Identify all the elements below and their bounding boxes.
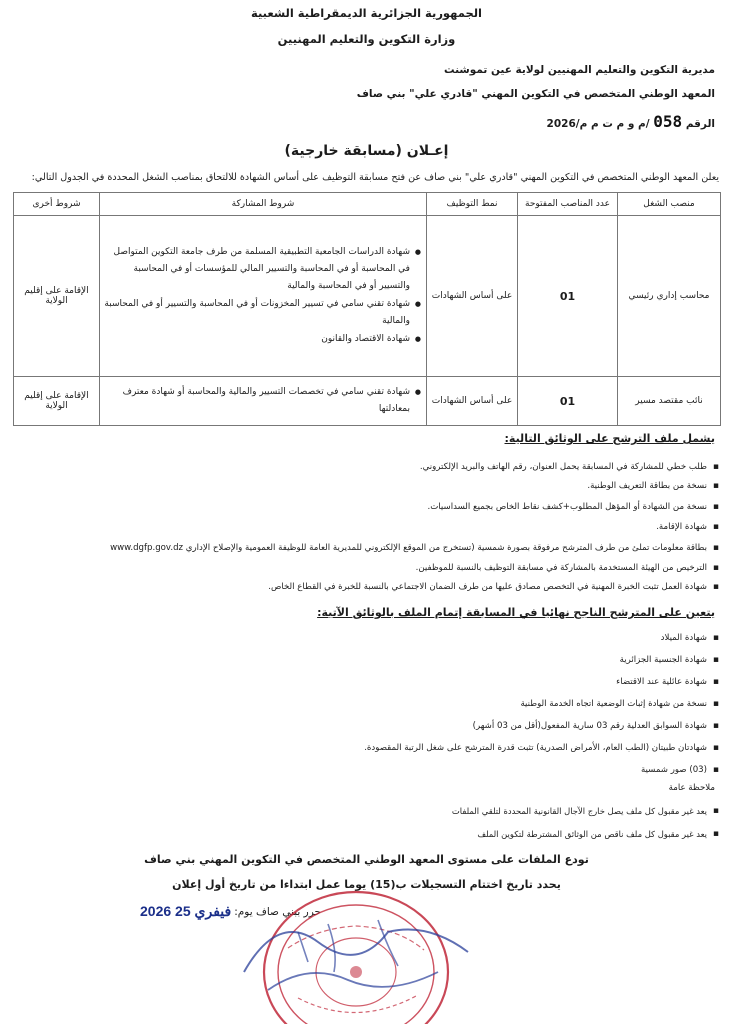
institute-line: المعهد الوطني المتخصص في التكوين المهني "قادري علي" بني صاف	[356, 88, 715, 100]
directorate-line: مديرية التكوين والتعليم المهنيين لولاية عين تموشنت	[444, 64, 715, 76]
reference-line	[547, 112, 715, 131]
table-row	[14, 216, 721, 377]
table-header-row	[14, 193, 721, 216]
documents-list	[9, 458, 719, 597]
reference-suffix: /م و م ت م م/2026	[546, 118, 650, 130]
reference-prefix: الرقم	[685, 118, 715, 130]
header-post: منصب الشغل	[618, 193, 721, 216]
signature-icon	[238, 902, 474, 1002]
list-item: ▪ شهادة الجنسية الجزائرية	[9, 649, 719, 671]
count-cell: 01	[518, 377, 618, 426]
list-item: ▪ يعد غير مقبول كل ملف ناقص من الوثائق المشترطة لتكوين الملف	[9, 823, 719, 846]
mode-cell: على أساس الشهادات	[427, 377, 518, 426]
list-item: ▪ شهادة الإقامة.	[9, 518, 719, 537]
list-item: ▪ بطاقة معلومات تملئ من طرف المترشح مرفوقة بصورة شمسية (تستخرج من الموقع الإلكتروني للمديرية العامة للوظيفة العمومية والإصلاح الإداري www.dgfp.gov.dz	[9, 537, 719, 559]
deadline-line: يحدد تاريخ اختتام التسجيلات ب(15) يوما عمل ابتداءا من تاريخ أول إعلان	[172, 878, 561, 891]
conditions-cell	[100, 216, 427, 377]
list-item: ▪ شهادة العمل تثبت الخبرة المهنية في التخصص مصادق عليها من طرف الضمان الاجتماعي بالنسبة للخبرة في القطاع الخاص.	[9, 578, 719, 597]
list-item: ▪ نسخة من شهادة إثبات الوضعية اتجاه الخدمة الوطنية	[9, 693, 719, 715]
announcement-intro: يعلن المعهد الوطني المتخصص في التكوين المهني "قادري علي" بني صاف عن فتح مسابقة التوظيف على أساس الشهادة للالتحاق بمناصب الشغل المحددة في الجدول التالي:	[31, 172, 719, 183]
announcement-title: إعـلان (مسابقة خارجية)	[284, 143, 449, 159]
count-cell: 01	[518, 216, 618, 377]
ministry-header: وزارة التكوين والتعليم المهنيين	[277, 32, 456, 46]
post-cell: نائب مقتصد مسير	[618, 377, 721, 426]
other-cell: الإقامة على إقليم الولاية	[14, 216, 100, 377]
condition-item: ● شهادة تقني سامي في تسيير المخزونات أو في المحاسبة والتسيير أو في المحاسبة والمالية	[104, 296, 410, 330]
conditions-cell	[100, 377, 427, 426]
deposit-line: تودع الملفات على مستوى المعهد الوطني المتخصص في التكوين المهني بني صاف	[144, 853, 589, 866]
header-other: شروط أخرى	[14, 193, 100, 216]
list-item: ▪ شهادتان طبيتان (الطب العام، الأمراض الصدرية) تثبت قدرة المترشح على شغل الرتبة المقصودة.	[9, 737, 719, 759]
final-documents-title: يتعين على المترشح الناجح نهائيا في المسابقة إتمام الملف بالوثائق الآتية:	[317, 606, 715, 619]
remarks-title: ملاحظة عامة	[668, 783, 715, 793]
list-item: ▪ شهادة السوابق العدلية رقم 03 سارية المفعول(أقل من 03 أشهر)	[9, 715, 719, 737]
header-conditions: شروط المشاركة	[100, 193, 427, 216]
list-item: ▪ شهادة عائلية عند الاقتضاء	[9, 671, 719, 693]
table-row	[14, 377, 721, 426]
remarks-list	[9, 800, 719, 846]
final-documents-list	[9, 627, 719, 781]
condition-item: ● شهادة الاقتصاد والقانون	[104, 331, 410, 348]
documents-title: يشمل ملف الترشح على الوثائق التالية:	[504, 432, 715, 445]
list-item: ▪ يعد غير مقبول كل ملف يصل خارج الآجال القانونية المحددة لتلقي الملفات	[9, 800, 719, 823]
republic-header: الجمهورية الجزائرية الديمقراطية الشعبية	[250, 6, 482, 20]
list-item: ▪ طلب خطي للمشاركة في المسابقة يحمل العنوان، رقم الهاتف والبريد الإلكتروني.	[9, 458, 719, 477]
mode-cell: على أساس الشهادات	[427, 216, 518, 377]
done-at-line: حرر ببني صاف يوم:	[234, 906, 321, 918]
condition-item: ● شهادة الدراسات الجامعية التطبيقية المسلمة من طرف جامعة التكوين المتواصل في المحاسبة أو في المحاسبة والتسيير المالي للمؤسسات أو في المحاسبة والتسيير أو في المحاسبة والمالية	[104, 244, 410, 295]
other-cell: الإقامة على إقليم الولاية	[14, 377, 100, 426]
list-item: ▪ الترخيص من الهيئة المستخدمة بالمشاركة في مسابقة التوظيف بالنسبة للموظفين.	[9, 559, 719, 578]
reference-number: 058	[653, 112, 683, 131]
list-item: ▪ نسخة من بطاقة التعريف الوطنية.	[9, 477, 719, 496]
list-item: ▪ نسخة من الشهادة أو المؤهل المطلوب+كشف نقاط الخاص بجميع السداسيات.	[9, 496, 719, 518]
header-mode: نمط التوظيف	[427, 193, 518, 216]
positions-table	[13, 192, 721, 426]
header-count: عدد المناصب المفتوحة	[518, 193, 618, 216]
list-item: ▪ (03) صور شمسية	[9, 759, 719, 781]
condition-item: ● شهادة تقني سامي في تخصصات التسيير والمالية والمحاسبة أو شهادة معترف بمعادلتها	[104, 384, 410, 418]
date-stamp: 2026 فيفري 25	[140, 903, 232, 919]
list-item: ▪ شهادة الميلاد	[9, 627, 719, 649]
post-cell: محاسب إداري رئيسي	[618, 216, 721, 377]
